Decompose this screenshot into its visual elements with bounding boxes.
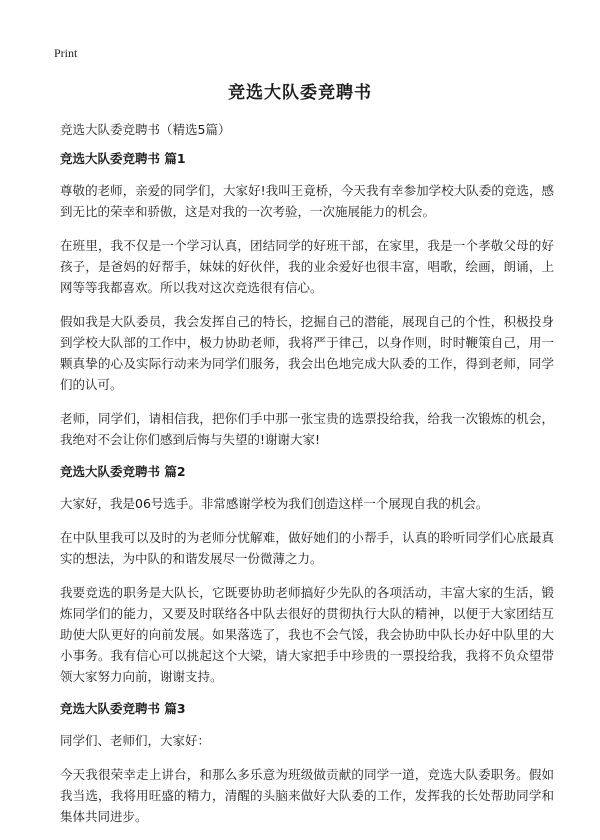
paragraph: 大家好，我是06号选手。非常感谢学校为我们创造这样一个展现自我的机会。 — [60, 496, 489, 511]
page-title: 竞选大队委竞聘书 — [228, 83, 372, 103]
paragraph: 老师，同学们，请相信我，把你们手中那一张宝贵的选票投给我，给我一次锻炼的机会，我绝对不会让你们感到后悔与失望的!谢谢大家! — [60, 411, 554, 447]
paragraph: 我要竞选的职务是大队长，它既要协助老师搞好少先队的各项活动，丰富大家的生活，锻炼同学们的能力，又要及时联络各中队去很好的贯彻执行大队的精神，以便于大家团结互助使大队更好的向前发展。如果落选了，我也不会气馁，我会协助中队长办好中队里的大小事务。我有信心可以挑起这个大梁，请大家把手中珍贵的一票投给我，我将不负众望带领大家努力向前，谢谢支持。 — [60, 585, 554, 684]
section-heading: 竞选大队委竞聘书 篇1 — [60, 151, 186, 166]
document-subtitle: 竞选大队委竞聘书（精选5篇） — [60, 122, 231, 137]
paragraph: 同学们、老师们，大家好： — [60, 733, 211, 748]
section-2 — [60, 463, 554, 687]
document-body — [60, 150, 554, 840]
section-1 — [60, 150, 554, 450]
paragraph: 尊敬的老师，亲爱的同学们，大家好!我叫王竟桥，今天我有幸参加学校大队委的竞选，感到无比的荣幸和骄傲，这是对我的一次考验，一次施展能力的机会。 — [60, 183, 554, 219]
print-link[interactable]: Print — [54, 46, 78, 60]
section-3 — [60, 700, 554, 827]
paragraph: 在班里，我不仅是一个学习认真，团结同学的好班干部，在家里，我是一个孝敬父母的好孩子，是爸妈的好帮手，妹妹的好伙伴，我的业余爱好也很丰富，唱歌，绘画，朗诵，上网等等我都喜欢。所以我对这次竞选很有信心。 — [60, 238, 554, 295]
paragraph: 假如我是大队委员，我会发挥自己的特长，挖掘自己的潜能，展现自己的个性，积极投身到学校大队部的工作中，极力协助老师，我将严于律己，以身作则，时时鞭策自己，用一颗真挚的心及实际行动来为同学们服务，我会出色地完成大队委的工作，得到老师，同学们的认可。 — [60, 314, 554, 392]
section-heading: 竞选大队委竞聘书 篇3 — [60, 701, 186, 716]
paragraph: 在中队里我可以及时的为老师分忧解难，做好她们的小帮手，认真的聆听同学们心底最真实的想法，为中队的和谐发展尽一份微薄之力。 — [60, 530, 554, 566]
section-heading: 竞选大队委竞聘书 篇2 — [60, 464, 186, 479]
paragraph: 今天我很荣幸走上讲台，和那么多乐意为班级做贡献的同学一道，竞选大队委职务。假如我当选，我将用旺盛的精力，清醒的头脑来做好大队委的工作，发挥我的长处帮助同学和集体共同进步。 — [60, 767, 554, 824]
